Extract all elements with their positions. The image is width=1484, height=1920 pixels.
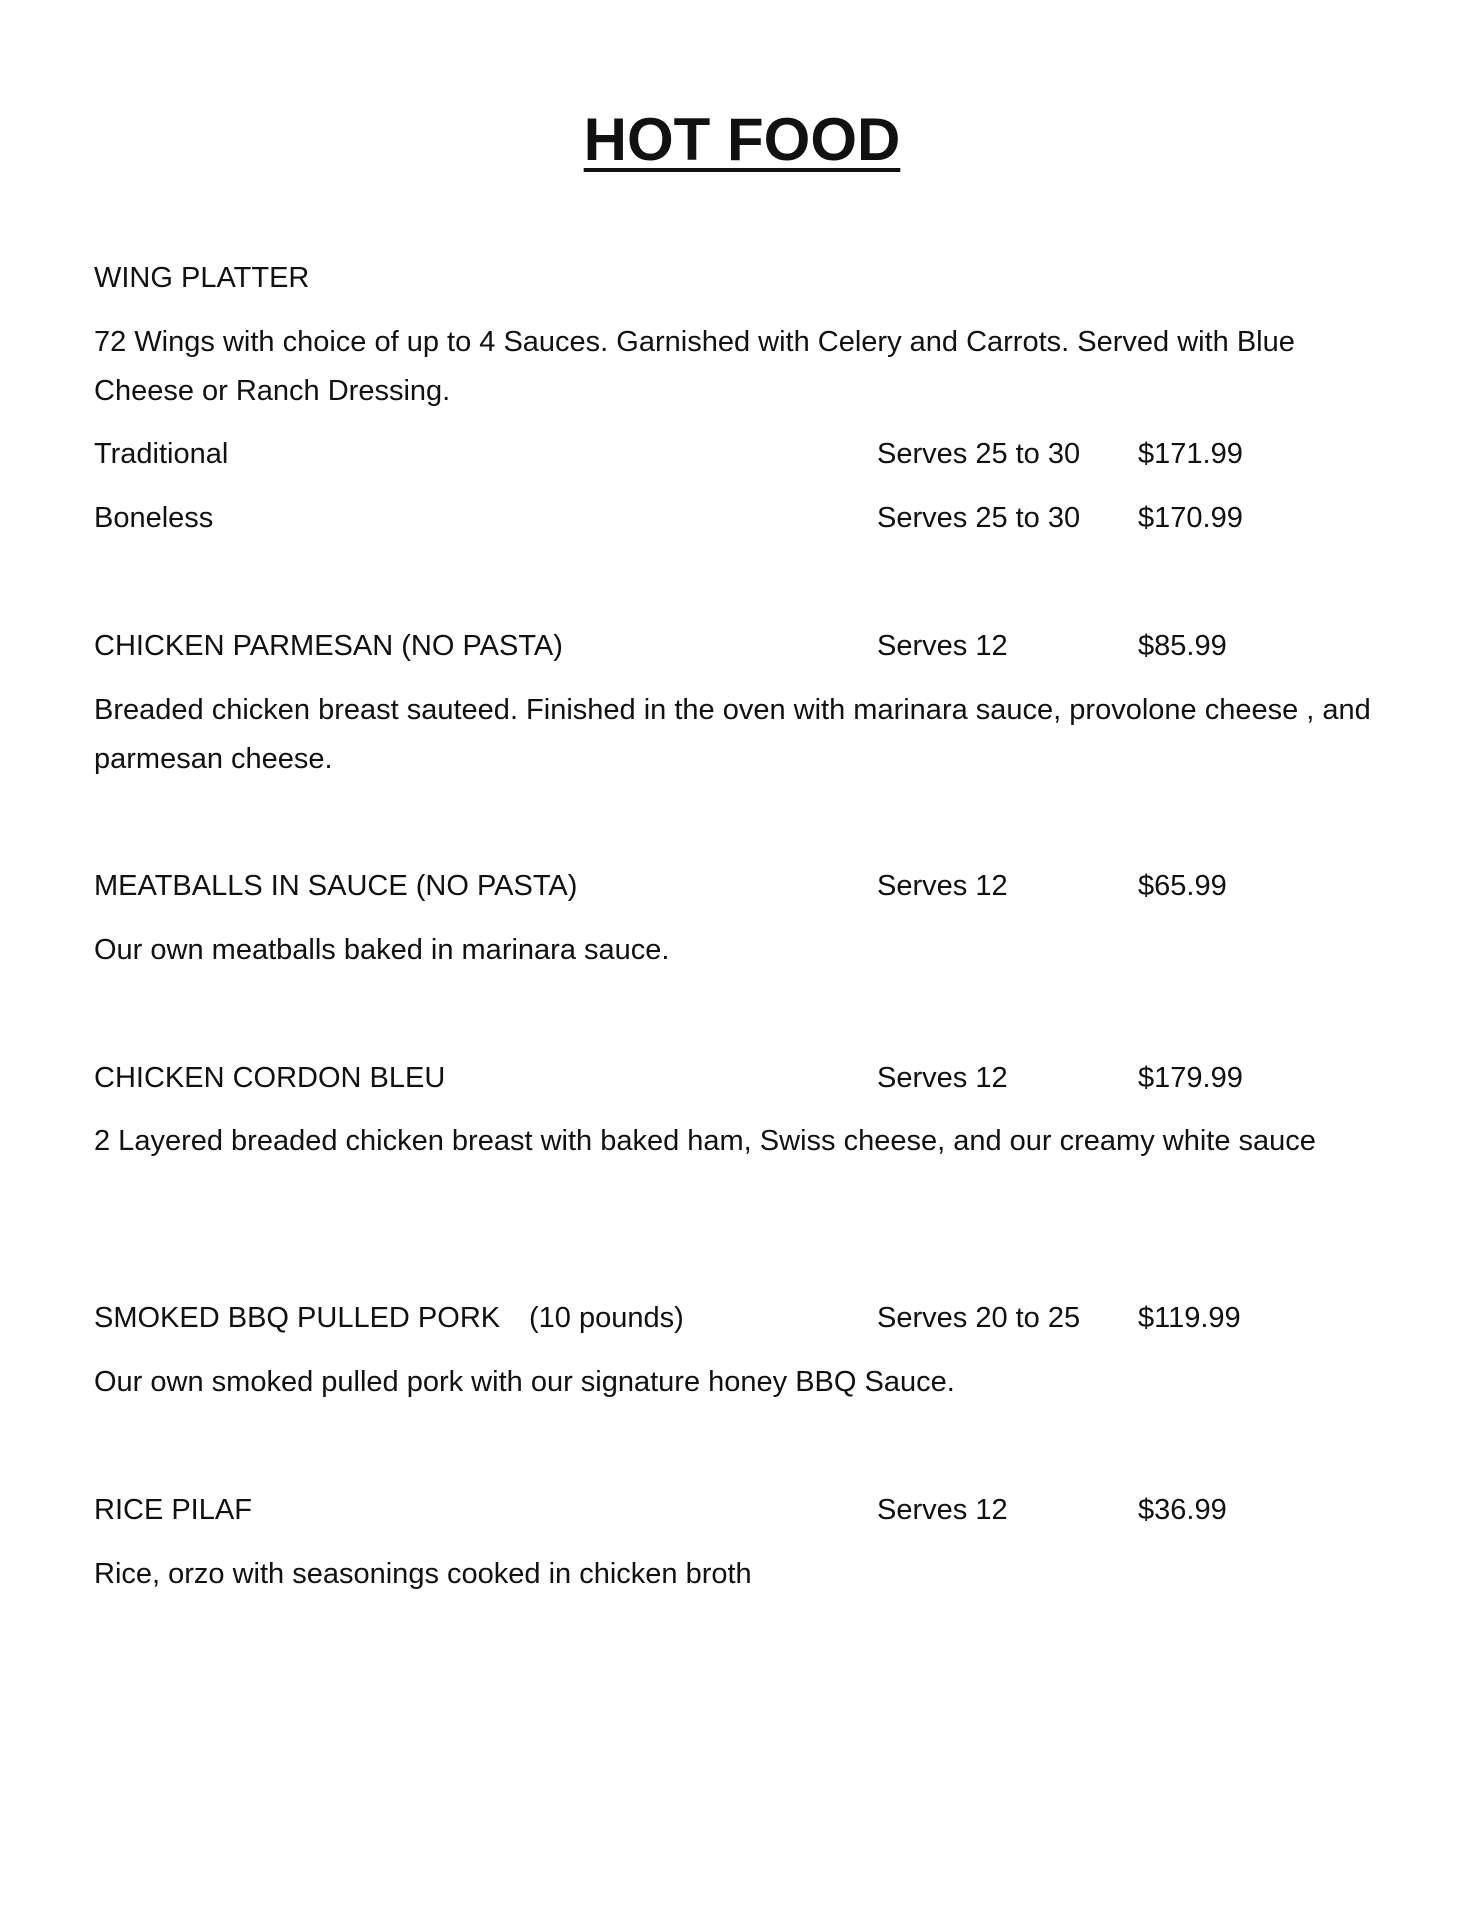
wing-option-traditional-price: $171.99 (1138, 438, 1243, 470)
item-cordon-bleu-price: $179.99 (1138, 1062, 1243, 1094)
item-rice-pilaf-name: RICE PILAF (94, 1494, 252, 1526)
item-cordon-bleu-name: CHICKEN CORDON BLEU (94, 1062, 446, 1094)
wing-option-boneless-price: $170.99 (1138, 502, 1243, 534)
item-meatballs-serves: Serves 12 (877, 870, 1008, 902)
item-rice-pilaf-serves: Serves 12 (877, 1494, 1008, 1526)
item-rice-pilaf-description: Rice, orzo with seasonings cooked in chicken broth (94, 1558, 752, 1590)
item-chicken-parmesan-serves: Serves 12 (877, 630, 1008, 662)
item-meatballs-description: Our own meatballs baked in marinara sauce. (94, 934, 670, 966)
item-cordon-bleu-serves: Serves 12 (877, 1062, 1008, 1094)
page-title: HOT FOOD (583, 106, 901, 173)
item-meatballs-price: $65.99 (1138, 870, 1227, 902)
wing-platter-name: WING PLATTER (94, 262, 310, 294)
wing-option-traditional-serves: Serves 25 to 30 (877, 438, 1081, 470)
item-meatballs-name: MEATBALLS IN SAUCE (NO PASTA) (94, 870, 578, 902)
item-rice-pilaf-price: $36.99 (1138, 1494, 1227, 1526)
item-chicken-parmesan-price: $85.99 (1138, 630, 1227, 662)
wing-option-boneless: Boneless (94, 502, 214, 534)
item-pulled-pork-description: Our own smoked pulled pork with our signature honey BBQ Sauce. (94, 1366, 955, 1398)
item-chicken-parmesan-name: CHICKEN PARMESAN (NO PASTA) (94, 630, 563, 662)
wing-platter-description: 72 Wings with choice of up to 4 Sauces. Garnished with Celery and Carrots. Served with Blue Cheese or Ranch Dressing. (94, 326, 1295, 407)
wing-option-boneless-serves: Serves 25 to 30 (877, 502, 1081, 534)
item-pulled-pork-note: (10 pounds) (529, 1302, 684, 1334)
item-pulled-pork-price: $119.99 (1138, 1302, 1241, 1334)
item-pulled-pork-name: SMOKED BBQ PULLED PORK (94, 1302, 501, 1334)
item-chicken-parmesan-description: Breaded chicken breast sauteed. Finished in the oven with marinara sauce, provolone cheese , and parmesan cheese. (94, 694, 1371, 775)
item-cordon-bleu-description: 2 Layered breaded chicken breast with baked ham, Swiss cheese, and our creamy white sauce (94, 1125, 1316, 1157)
item-pulled-pork-serves: Serves 20 to 25 (877, 1302, 1081, 1334)
wing-option-traditional: Traditional (94, 438, 229, 470)
